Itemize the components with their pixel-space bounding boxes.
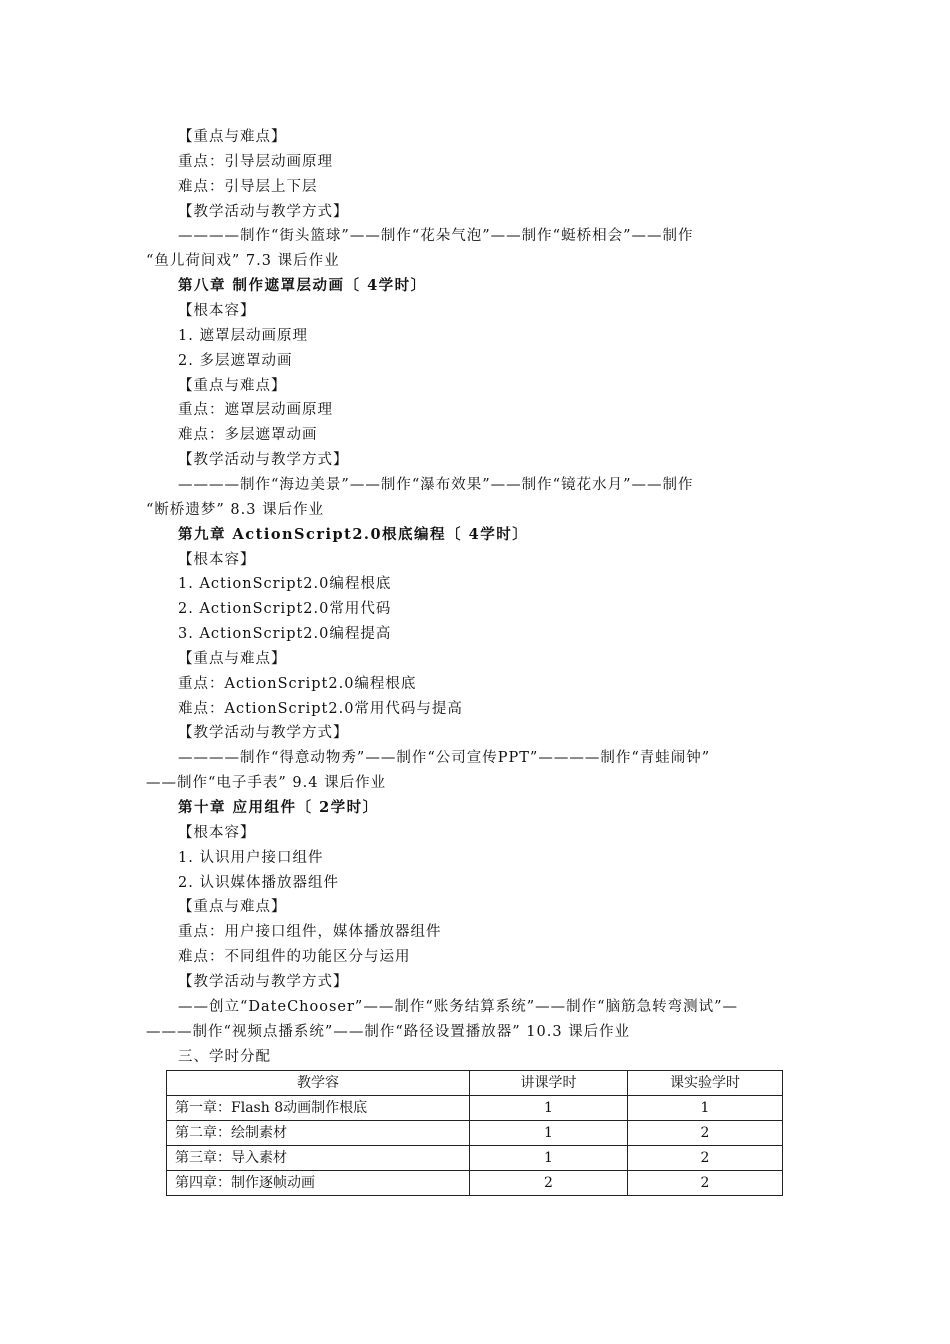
table-cell-chapter: 第四章：制作逐帧动画 [167,1171,470,1196]
table-cell-lab: 2 [628,1121,783,1146]
text-line: 难点：多层遮罩动画 [178,427,318,444]
text-line: 2. 认识媒体播放器组件 [178,874,339,891]
table-cell-lecture: 2 [470,1171,628,1196]
text-line: 重点：用户接口组件，媒体播放器组件 [178,924,442,941]
table-cell-chapter: 第三章：导入素材 [167,1146,470,1171]
table-cell-lecture: 1 [470,1096,628,1121]
text-line: 【根本容】 [178,551,256,568]
text-line: 【教学活动与教学方式】 [178,452,349,469]
text-line: 【根本容】 [178,303,256,319]
text-line: ————制作“得意动物秀”——制作“公司宣传PPT”————制作“青蛙闹钟” [178,750,711,767]
text-line: 难点：引导层上下层 [178,178,318,195]
text-line: 1. ActionScript2.0编程根底 [178,576,392,593]
text-line: 重点：ActionScript2.0编程根底 [178,675,417,692]
chapter-heading: 第十章 应用组件〔 2学时〕 [178,799,379,816]
text-line: ——制作“电子手表” 9.4 课后作业 [146,775,387,792]
chapter-heading: 第八章 制作遮罩层动画〔 4学时〕 [178,277,427,295]
table-cell-chapter: 第二章：绘制素材 [167,1121,470,1146]
hours-table [166,1070,783,1196]
text-line: ————制作“海边美景”——制作“瀑布效果”——制作“镜花水月”——制作 [178,476,694,493]
text-line: 1. 认识用户接口组件 [178,849,324,866]
text-line: 【教学活动与教学方式】 [178,973,349,990]
table-cell-lab: 2 [628,1171,783,1196]
text-line: 重点：遮罩层动画原理 [178,402,333,419]
header-cell-lecture-hours: 讲课学时 [470,1071,628,1096]
text-line: 【重点与难点】 [178,899,287,916]
table-header-row [167,1071,783,1096]
table-row [167,1121,783,1146]
table-cell-lecture: 1 [470,1146,628,1171]
text-line: ———制作“视频点播系统”——制作“路径设置播放器” 10.3 课后作业 [146,1023,631,1040]
table-cell-lab: 1 [628,1096,783,1121]
text-line: 【根本容】 [178,824,256,841]
text-line: 【教学活动与教学方式】 [178,203,349,220]
table-row [167,1096,783,1121]
text-line: 重点：引导层动画原理 [178,153,333,170]
table-cell-lecture: 1 [470,1121,628,1146]
text-line: ————制作“街头篮球”——制作“花朵气泡”——制作“蜓桥相会”——制作 [178,228,694,245]
text-line: 2. ActionScript2.0常用代码 [178,601,392,618]
chapter-heading: 第九章 ActionScript2.0根底编程〔 4学时〕 [178,525,529,543]
text-line: 【重点与难点】 [178,650,287,667]
header-cell-lab-hours: 课实验学时 [628,1071,783,1096]
table-row [167,1146,783,1171]
text-line: 【重点与难点】 [178,377,287,394]
table-row [167,1171,783,1196]
table-cell-chapter: 第一章：Flash 8动画制作根底 [167,1096,470,1121]
header-cell-content: 教学容 [167,1071,470,1096]
text-line: 1. 遮罩层动画原理 [178,327,308,344]
text-line: 难点：ActionScript2.0常用代码与提高 [178,700,463,717]
text-line: 2. 多层遮罩动画 [178,352,293,369]
text-line: “鱼儿荷间戏” 7.3 课后作业 [146,253,340,270]
text-line: 三、学时分配 [178,1048,271,1065]
text-line: ——创立“DateChooser”——制作“账务结算系统”——制作“脑筋急转弯测试”— [178,998,738,1015]
text-line: “断桥遗梦” 8.3 课后作业 [146,501,325,518]
text-line: 难点：不同组件的功能区分与运用 [178,949,411,966]
text-line: 【教学活动与教学方式】 [178,725,349,742]
text-line: 3. ActionScript2.0编程提高 [178,626,392,642]
text-line: 【重点与难点】 [178,129,287,145]
table-cell-lab: 2 [628,1146,783,1171]
